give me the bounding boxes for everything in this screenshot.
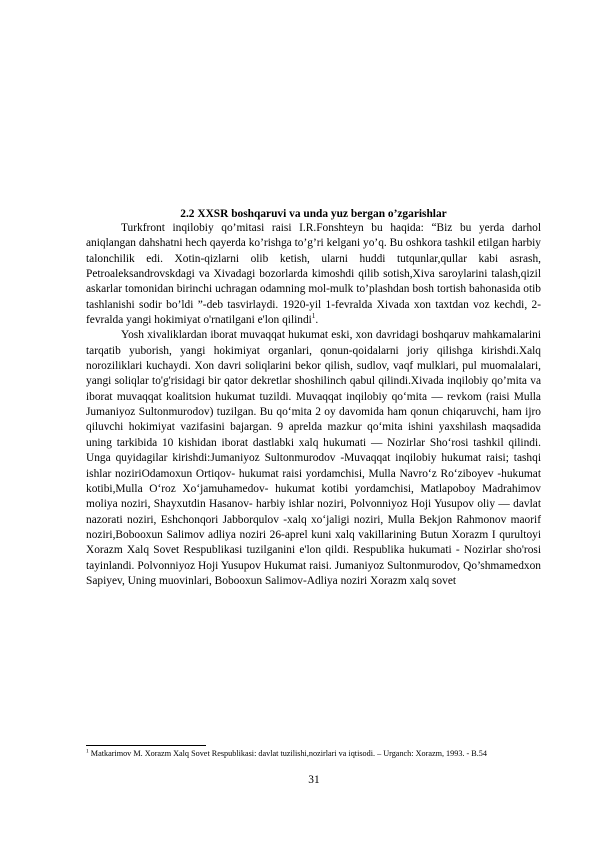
page-number: 31	[308, 774, 320, 786]
section-heading: 2.2 XXSR boshqaruvi va unda yuz bergan o’zgarishlar	[180, 208, 447, 220]
footnote-text: Matkarimov M. Xorazm Xalq Sovet Respublikasi: davlat tuzilishi,nozirlari va iqtisodi. – Urganch: Xorazm, 1993. - B.54	[88, 749, 487, 758]
paragraph-1-tail: .	[315, 314, 319, 327]
paragraph-1-text: Turkfront inqilobiy qo’mitasi raisi I.R.Fonshteyn bu haqida: “Biz bu yerda darhol aniqlangan dahshatni hech qayerda ko’rishga to’g’ri kelgani yo’q. Bu oshkora tashkil etilgan harbiy talonchilik edi. Xotin-qizlarni olib ketish, ularni huddi tutqunlar,qullar kabi asrash, Petroaleksandrovskdagi va Xivadagi bozorlarda kimoshdi qilib sotish,Xiva saroylarini talash,qizil askarlar tomonidan birinchi uchragan odamning mol-mulk to’plashdan bosh tortish bahonasida otib tashlanishi sodir bo’ldi ”-deb tasvirlaydi. 1920-yil 1-fevralda Xivada xon taxtdan voz kechdi, 2-fevralda yangi hokimiyat o'rnatilgani e'lon qilindi	[86, 222, 541, 327]
paragraph-2: Yosh xivaliklardan iborat muvaqqat hukumat eski, xon davridagi boshqaruv mahkamalarini tarqatib yuborish, yangi hokimiyat organlari, qonun-qoidalarni joriy qilishga kirishdi.Xalq noroziliklari kuchaydi. Xon davri soliqlarini bekor qilish, sudlov, vaqf mulklari, pul muomalalari, yangi soliqlar to'g'risidagi bir qator dekretlar shoshilinch qabul qilindi.Xivada inqilobiy qo’mita va iborat muvaqqat koalitsion hukumat tuzildi. Muvaqqat inqilobiy qo‘mita — revkom (raisi Mulla Jumaniyoz Sultonmurodov) tuzilgan. Bu qo‘mita 2 oy davomida ham qonun chiqaruvchi, ham ijro qiluvchi hokimiyat vazifasini bajargan. 9 aprelda mazkur qo‘mita ishini yaxshilash maqsadida uning tarkibida 10 kishidan iborat dastlabki xalq hukumati — Nozirlar Sho‘rosi tashkil qilindi. Unga quyidagilar kirishdi:Jumaniyoz Sultonmurodov -Muvaqqat inqilobiy hukumat raisi; tashqi ishlar noziriOdamoxun Ortiqov- hukumat raisi yordamchisi, Mulla Navro‘z Ro‘ziboyev -hukumat kotibi,Mulla O‘roz Xo‘jamuhamedov- hukumat kotibi yordamchisi, Matlapoboy Madrahimov moliya noziri, Shayxutdin Hasanov- harbiy ishlar noziri, Polvonniyoz Hoji Yusupov oliy — davlat nazorati noziri, Eshchonqori Jabborqulov -xalq xo‘jaligi noziri, Mulla Bekjon Rahmonov maorif noziri,Bobooxun Salimov adliya noziri 26-aprel kuni xalq vakillarining Butun Xorazm I qurultoyi Xorazm Xalq Sovet Respublikasi tuzilganini e'lon qildi. Respublika hukumati - Nozirlar sho'rosi tayinlandi. Polvonniyoz Hoji Yusupov Hukumat raisi. Jumaniyoz Sultonmurodov, Qo’shmamedxon Sapiyev, Uning muovinlari, Bobooxun Salimov-Adliya noziri Xorazm xalq sovet	[86, 329, 541, 587]
paragraph-1	[86, 221, 541, 328]
footnote-reference[interactable]: 1	[311, 312, 316, 321]
footnote-separator	[86, 745, 206, 746]
footnote	[86, 749, 541, 760]
footnote-marker: 1	[86, 748, 89, 755]
body-text	[86, 221, 541, 589]
